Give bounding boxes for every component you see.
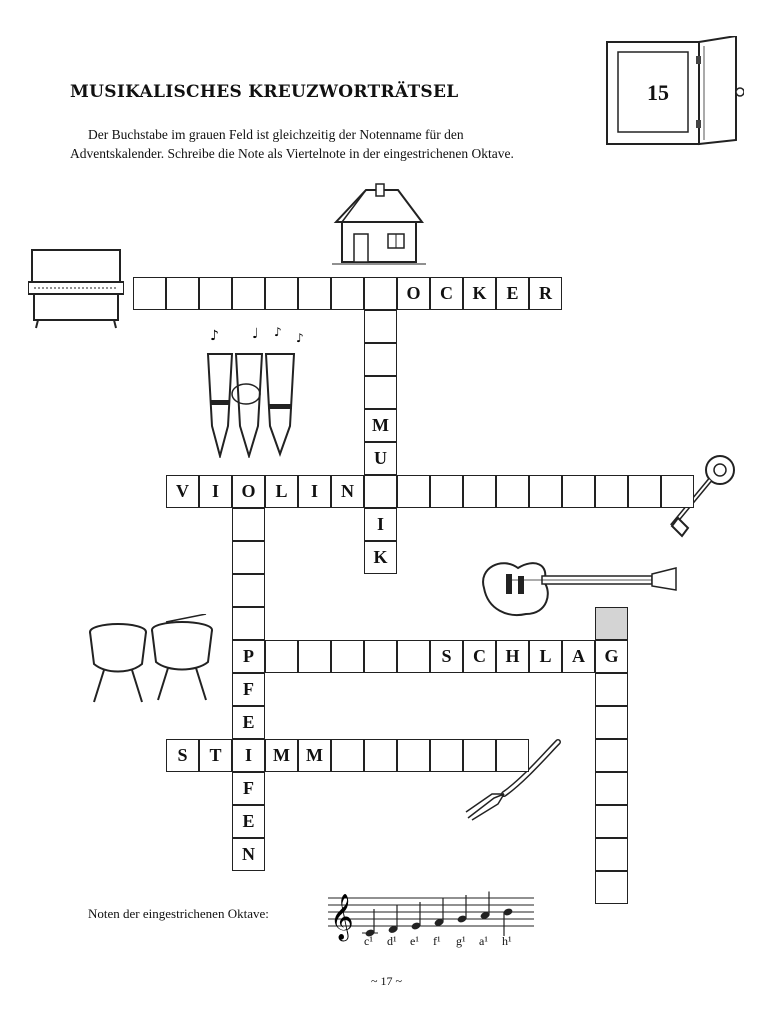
crossword-cell[interactable]: R: [529, 277, 562, 310]
intro-line-1: Der Buchstabe im grauen Feld ist gleichzeitig der Notenname für den: [88, 127, 464, 142]
crossword-cell[interactable]: I: [232, 739, 265, 772]
crossword-cell[interactable]: H: [496, 640, 529, 673]
note-name-label: f¹: [433, 934, 441, 948]
crossword-cell[interactable]: O: [397, 277, 430, 310]
crossword-cell[interactable]: [430, 739, 463, 772]
crossword-cell[interactable]: O: [232, 475, 265, 508]
crossword-cell[interactable]: M: [298, 739, 331, 772]
crossword-cell[interactable]: [364, 277, 397, 310]
grey-answer-cell[interactable]: [595, 607, 628, 640]
crossword-cell[interactable]: [595, 673, 628, 706]
crossword-cell[interactable]: [463, 739, 496, 772]
crossword-cell[interactable]: [595, 871, 628, 904]
note-name-label: a¹: [479, 934, 488, 948]
crossword-cell[interactable]: [529, 475, 562, 508]
crossword-cell[interactable]: [397, 640, 430, 673]
crossword-cell[interactable]: L: [265, 475, 298, 508]
crossword-cell[interactable]: [199, 277, 232, 310]
svg-text:♪: ♪: [296, 331, 304, 345]
crossword-cell[interactable]: K: [463, 277, 496, 310]
crossword-cell[interactable]: G: [595, 640, 628, 673]
crossword-cell[interactable]: [166, 277, 199, 310]
crossword-cell[interactable]: [463, 475, 496, 508]
crossword-cell[interactable]: [331, 739, 364, 772]
crossword-cell[interactable]: P: [232, 640, 265, 673]
crossword-cell[interactable]: [298, 277, 331, 310]
crossword-cell[interactable]: E: [232, 805, 265, 838]
crossword-cell[interactable]: [595, 706, 628, 739]
note-name-label: e¹: [410, 934, 419, 948]
crossword-cell[interactable]: F: [232, 772, 265, 805]
crossword-cell[interactable]: E: [496, 277, 529, 310]
crossword-cell[interactable]: [364, 310, 397, 343]
crossword-cell[interactable]: [562, 475, 595, 508]
note-name-label: h¹: [502, 934, 512, 948]
page-title: MUSIKALISCHES KREUZWORTRÄTSEL: [70, 82, 459, 102]
crossword-cell[interactable]: K: [364, 541, 397, 574]
crossword-cell[interactable]: I: [199, 475, 232, 508]
crossword-cell[interactable]: C: [430, 277, 463, 310]
crossword-cell[interactable]: [628, 475, 661, 508]
crossword-cell[interactable]: [331, 640, 364, 673]
crossword-cell[interactable]: E: [232, 706, 265, 739]
crossword-cell[interactable]: [397, 475, 430, 508]
crossword-cell[interactable]: U: [364, 442, 397, 475]
crossword-cell[interactable]: [232, 541, 265, 574]
crossword-cell[interactable]: T: [199, 739, 232, 772]
page-number: ~ 17 ~: [371, 974, 402, 988]
intro-line-2: Adventskalender. Schreibe die Note als Viertelnote in der eingestrichenen Oktave.: [70, 146, 514, 161]
treble-clef-icon: 𝄞: [330, 894, 354, 940]
crossword-cell[interactable]: [364, 475, 397, 508]
door-number: 15: [647, 80, 669, 105]
crossword-cell[interactable]: [331, 277, 364, 310]
notes-label: Noten der eingestrichenen Oktave:: [88, 906, 269, 921]
crossword-cell[interactable]: [232, 574, 265, 607]
crossword-cell[interactable]: [364, 343, 397, 376]
crossword-cell[interactable]: L: [529, 640, 562, 673]
svg-text:♪: ♪: [210, 328, 219, 344]
note-name-label: g¹: [456, 934, 466, 948]
crossword-cell[interactable]: [265, 277, 298, 310]
crossword-cell[interactable]: [595, 475, 628, 508]
crossword-cell[interactable]: [364, 376, 397, 409]
crossword-cell[interactable]: N: [232, 838, 265, 871]
crossword-cell[interactable]: [364, 640, 397, 673]
crossword-cell[interactable]: [133, 277, 166, 310]
crossword-cell[interactable]: [397, 739, 430, 772]
crossword-cell[interactable]: [496, 475, 529, 508]
crossword-cell[interactable]: C: [463, 640, 496, 673]
crossword-cell[interactable]: M: [364, 409, 397, 442]
note-name-label: c¹: [364, 934, 373, 948]
crossword-cell[interactable]: V: [166, 475, 199, 508]
crossword-cell[interactable]: I: [298, 475, 331, 508]
crossword-cell[interactable]: S: [430, 640, 463, 673]
crossword-cell[interactable]: [298, 640, 331, 673]
crossword-cell[interactable]: A: [562, 640, 595, 673]
crossword-cell[interactable]: [265, 640, 298, 673]
svg-text:♪: ♪: [274, 326, 282, 339]
crossword-cell[interactable]: [430, 475, 463, 508]
crossword-cell[interactable]: [232, 607, 265, 640]
crossword-cell[interactable]: [232, 508, 265, 541]
crossword-cell[interactable]: [595, 838, 628, 871]
crossword-cell[interactable]: S: [166, 739, 199, 772]
crossword-cell[interactable]: N: [331, 475, 364, 508]
crossword-cell[interactable]: [496, 739, 529, 772]
crossword-cell[interactable]: M: [265, 739, 298, 772]
svg-text:♩: ♩: [252, 326, 259, 342]
crossword-cell[interactable]: [595, 805, 628, 838]
crossword-cell[interactable]: [595, 739, 628, 772]
note-name-label: d¹: [387, 934, 397, 948]
crossword-cell[interactable]: [232, 277, 265, 310]
crossword-cell[interactable]: I: [364, 508, 397, 541]
crossword-cell[interactable]: [595, 772, 628, 805]
crossword-cell[interactable]: [364, 739, 397, 772]
crossword-cell[interactable]: [661, 475, 694, 508]
crossword-cell[interactable]: F: [232, 673, 265, 706]
